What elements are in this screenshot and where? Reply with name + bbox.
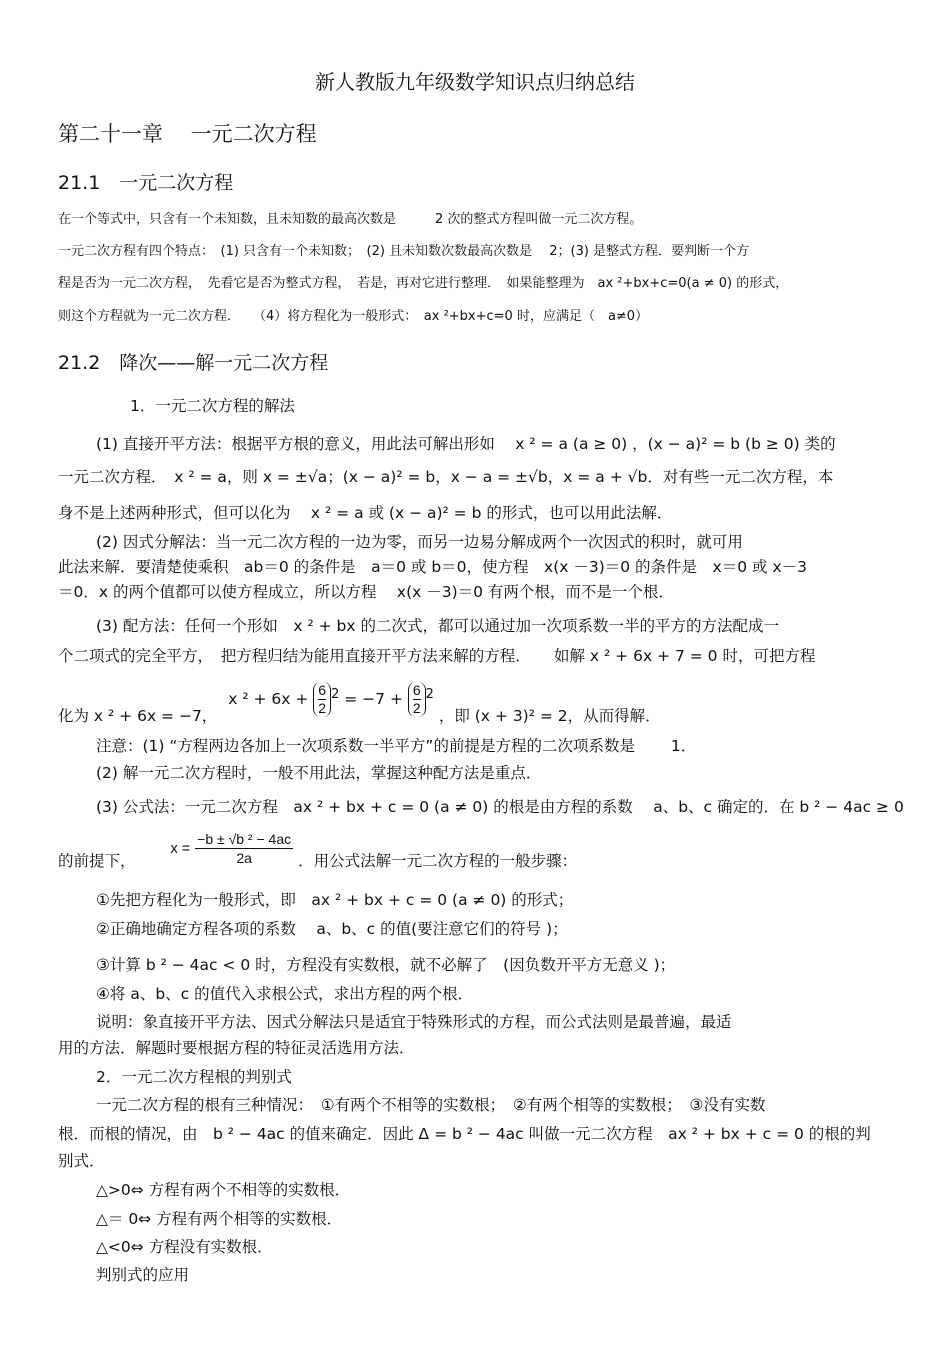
- exponent: 2: [425, 686, 434, 702]
- text-run: 的前提下，: [58, 851, 136, 870]
- paragraph-line: (2) 解一元二次方程时，一般不用此法，掌握这种配方法是重点．: [96, 764, 542, 782]
- fraction-numerator: 6: [412, 682, 421, 698]
- text-run: x ² + 6x +: [228, 690, 309, 708]
- quadratic-formula-line: [58, 826, 898, 870]
- paragraph-line: 别式．: [58, 1152, 105, 1170]
- subsection-title: 2．一元二次方程根的判别式: [96, 1068, 292, 1086]
- step-line: ④将 a、b、c 的值代入求根公式，求出方程的两个根．: [96, 985, 474, 1003]
- discriminant-case: △<0⇔ 方程没有实数根．: [96, 1238, 273, 1256]
- text-run: = −7 +: [344, 690, 403, 708]
- paragraph-line: 根．而根的情况，由 b ² − 4ac 的值来确定．因此 Δ = b ² − 4ac 叫做一元二次方程 ax ² + bx + c = 0 的根的判: [58, 1125, 871, 1143]
- fraction-bracket: [408, 682, 426, 717]
- paragraph-line: 个二项式的完全平方， 把方程归结为能用直接开平方法来解的方程． 如解 x ² + 6x + 7 = 0 时，可把方程: [58, 647, 816, 665]
- paragraph-line: 在一个等式中，只含有一个未知数，且未知数的最高次数是 2 次的整式方程叫做一元二次方程。: [58, 212, 643, 227]
- math-expression: [228, 682, 434, 717]
- paragraph-line: 说明：象直接开平方法、因式分解法只是适宜于特殊形式的方程，而公式法则是最普遍，最适: [96, 1013, 732, 1031]
- paragraph-line: 身不是上述两种形式，但可以化为 x ² = a 或 (x − a)² = b 的形式，也可以用此法解．: [58, 504, 673, 522]
- document-title: 新人教版九年级数学知识点归纳总结: [315, 70, 635, 94]
- paragraph-line: 注意：(1) “方程两边各加上一次项系数一半平方”的前提是方程的二次项系数是 1．: [96, 737, 697, 755]
- paragraph-line: (3) 公式法：一元二次方程 ax ² + bx + c = 0 (a ≠ 0) 的根是由方程的系数 a、b、c 确定的．在 b ² − 4ac ≥ 0: [96, 798, 904, 816]
- paragraph-line: (3) 配方法：任何一个形如 x ² + bx 的二次式，都可以通过加一次项系数一半的平方的方法配成一: [96, 617, 779, 635]
- completing-square-line: [58, 682, 898, 726]
- step-line: ③计算 b ² − 4ac < 0 时，方程没有实数根，就不必解了 (因负数开平方无意义 )；: [96, 956, 676, 974]
- paragraph-line: (2) 因式分解法：当一元二次方程的一边为零，而另一边易分解成两个一次因式的积时，就可用: [96, 533, 743, 551]
- fraction-numerator: 6: [318, 682, 327, 698]
- paragraph-line: 一元二次方程． x ² = a，则 x = ±√a；(x − a)² = b，x − a = ±√b，x = a + √b．对有些一元二次方程，本: [58, 468, 834, 486]
- chapter-title: 第二十一章 一元二次方程: [58, 122, 317, 146]
- paragraph-line: 程是否为一元二次方程， 先看它是否为整式方程， 若是，再对它进行整理． 如果能整理为 ax ²+bx+c=0(a ≠ 0) 的形式，: [58, 276, 789, 291]
- step-line: ②正确地确定方程各项的系数 a、b、c 的值(要注意它们的符号 )；: [96, 920, 568, 938]
- formula-denominator: 2a: [236, 850, 252, 866]
- formula-lhs: x =: [170, 840, 191, 857]
- discriminant-case: △＝ 0⇔ 方程有两个相等的实数根．: [96, 1210, 343, 1228]
- discriminant-case: △>0⇔ 方程有两个不相等的实数根．: [96, 1181, 351, 1199]
- text-run: ，即 (x + 3)² = 2，从而得解．: [438, 707, 661, 725]
- paragraph-line: (1) 直接开平方法：根据平方根的意义，用此法可解出形如 x ² = a (a ≥ 0) ，(x − a)² = b (b ≥ 0) 类的: [96, 435, 836, 453]
- exponent: 2: [331, 686, 340, 702]
- section-21-1-heading: 21.1 一元二次方程: [58, 172, 234, 194]
- fraction-denominator: 2: [318, 700, 327, 716]
- paragraph-line: 则这个方程就为一元二次方程． （4）将方程化为一般形式： ax ²+bx+c=0 时，应满足（ a≠0）: [58, 309, 649, 324]
- paragraph-line: 一元二次方程的根有三种情况： ①有两个不相等的实数根； ②有两个相等的实数根； ③没有实数: [96, 1096, 766, 1114]
- fraction-denominator: 2: [412, 700, 421, 716]
- step-line: ①先把方程化为一般形式，即 ax ² + bx + c = 0 (a ≠ 0) 的形式；: [96, 891, 574, 909]
- paragraph-line: 判别式的应用: [96, 1266, 190, 1284]
- paragraph-line: 用的方法．解题时要根据方程的特征灵活选用方法．: [58, 1039, 415, 1057]
- section-21-2-heading: 21.2 降次——解一元二次方程: [58, 352, 329, 374]
- paragraph-line: 此法来解．要清楚使乘积 ab＝0 的条件是 a＝0 或 b＝0，使方程 x(x －3)＝0 的条件是 x＝0 或 x－3: [58, 558, 807, 576]
- text-run: ．用公式法解一元二次方程的一般步骤：: [298, 851, 578, 870]
- fraction-bracket: [313, 682, 331, 717]
- formula-numerator: −b ± √b ² − 4ac: [197, 831, 292, 847]
- paragraph-line: ＝0．x 的两个值都可以使方程成立，所以方程 x(x －3)＝0 有两个根，而不是一个根．: [58, 583, 674, 601]
- paragraph-line: 一元二次方程有四个特点： (1) 只含有一个未知数； (2) 且未知数次数最高次数是 2；(3) 是整式方程．要判断一个方: [58, 244, 750, 259]
- quadratic-formula: [195, 830, 293, 867]
- subsection-title: 1．一元二次方程的解法: [130, 397, 295, 415]
- text-run: 化为 x ² + 6x = −7，: [58, 707, 218, 725]
